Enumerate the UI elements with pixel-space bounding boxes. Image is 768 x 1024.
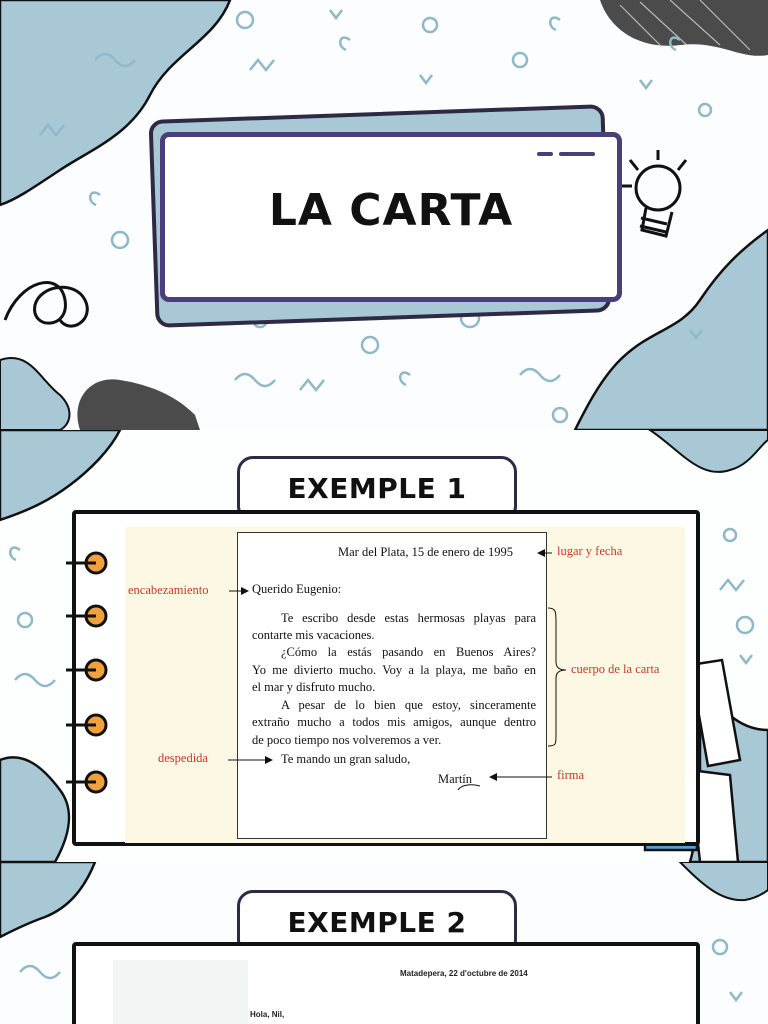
letter-greeting: Querido Eugenio: — [252, 582, 342, 596]
lightbulb-icon — [620, 150, 686, 236]
letter-place-date: Mar del Plata, 15 de enero de 1995 — [338, 545, 513, 559]
letter-body-line: contarte mis vacaciones. — [252, 628, 375, 642]
title-card — [161, 133, 621, 301]
letter-2-place-date: Matadepera, 22 d'octubre de 2014 — [400, 969, 528, 978]
letter-signature: Martín — [438, 772, 473, 786]
example-2-margin — [113, 960, 248, 1024]
label-farewell: despedida — [158, 751, 208, 765]
example-1-title: EXEMPLE 1 — [287, 472, 467, 505]
example-2-title: EXEMPLE 2 — [287, 906, 467, 939]
letter-closing: Te mando un gran saludo, — [281, 752, 411, 766]
example-2-slide — [0, 862, 768, 1024]
letter-body-line: Te escribo desde estas hermosas playas para — [281, 611, 536, 625]
label-heading: encabezamiento — [128, 583, 209, 597]
letter-body-line: ¿Cómo la estás pasando en Buenos Aires? — [281, 645, 536, 659]
letter-body-line: extraño mucho a todos mis amigos, aunque dentro — [252, 715, 536, 729]
letter-body-line: A pesar de lo bien que estoy, sinceramente — [281, 698, 536, 712]
slide-title: LA CARTA — [268, 185, 514, 236]
title-slide — [0, 0, 768, 430]
example-1-slide — [0, 430, 768, 862]
letter-body-line: el mar y disfruto mucho. — [252, 680, 376, 694]
label-body: cuerpo de la carta — [571, 662, 660, 676]
decorative-dashes — [537, 149, 597, 159]
letter-body-line: Yo me divierto mucho. Voy a la playa, me baño en — [252, 663, 536, 677]
letter-body-line: de poco tiempo nos volveremos a ver. — [252, 733, 442, 747]
label-signature: firma — [557, 768, 585, 782]
label-place-date: lugar y fecha — [557, 544, 623, 558]
letter-2-greeting: Hola, Nil, — [250, 1010, 285, 1019]
